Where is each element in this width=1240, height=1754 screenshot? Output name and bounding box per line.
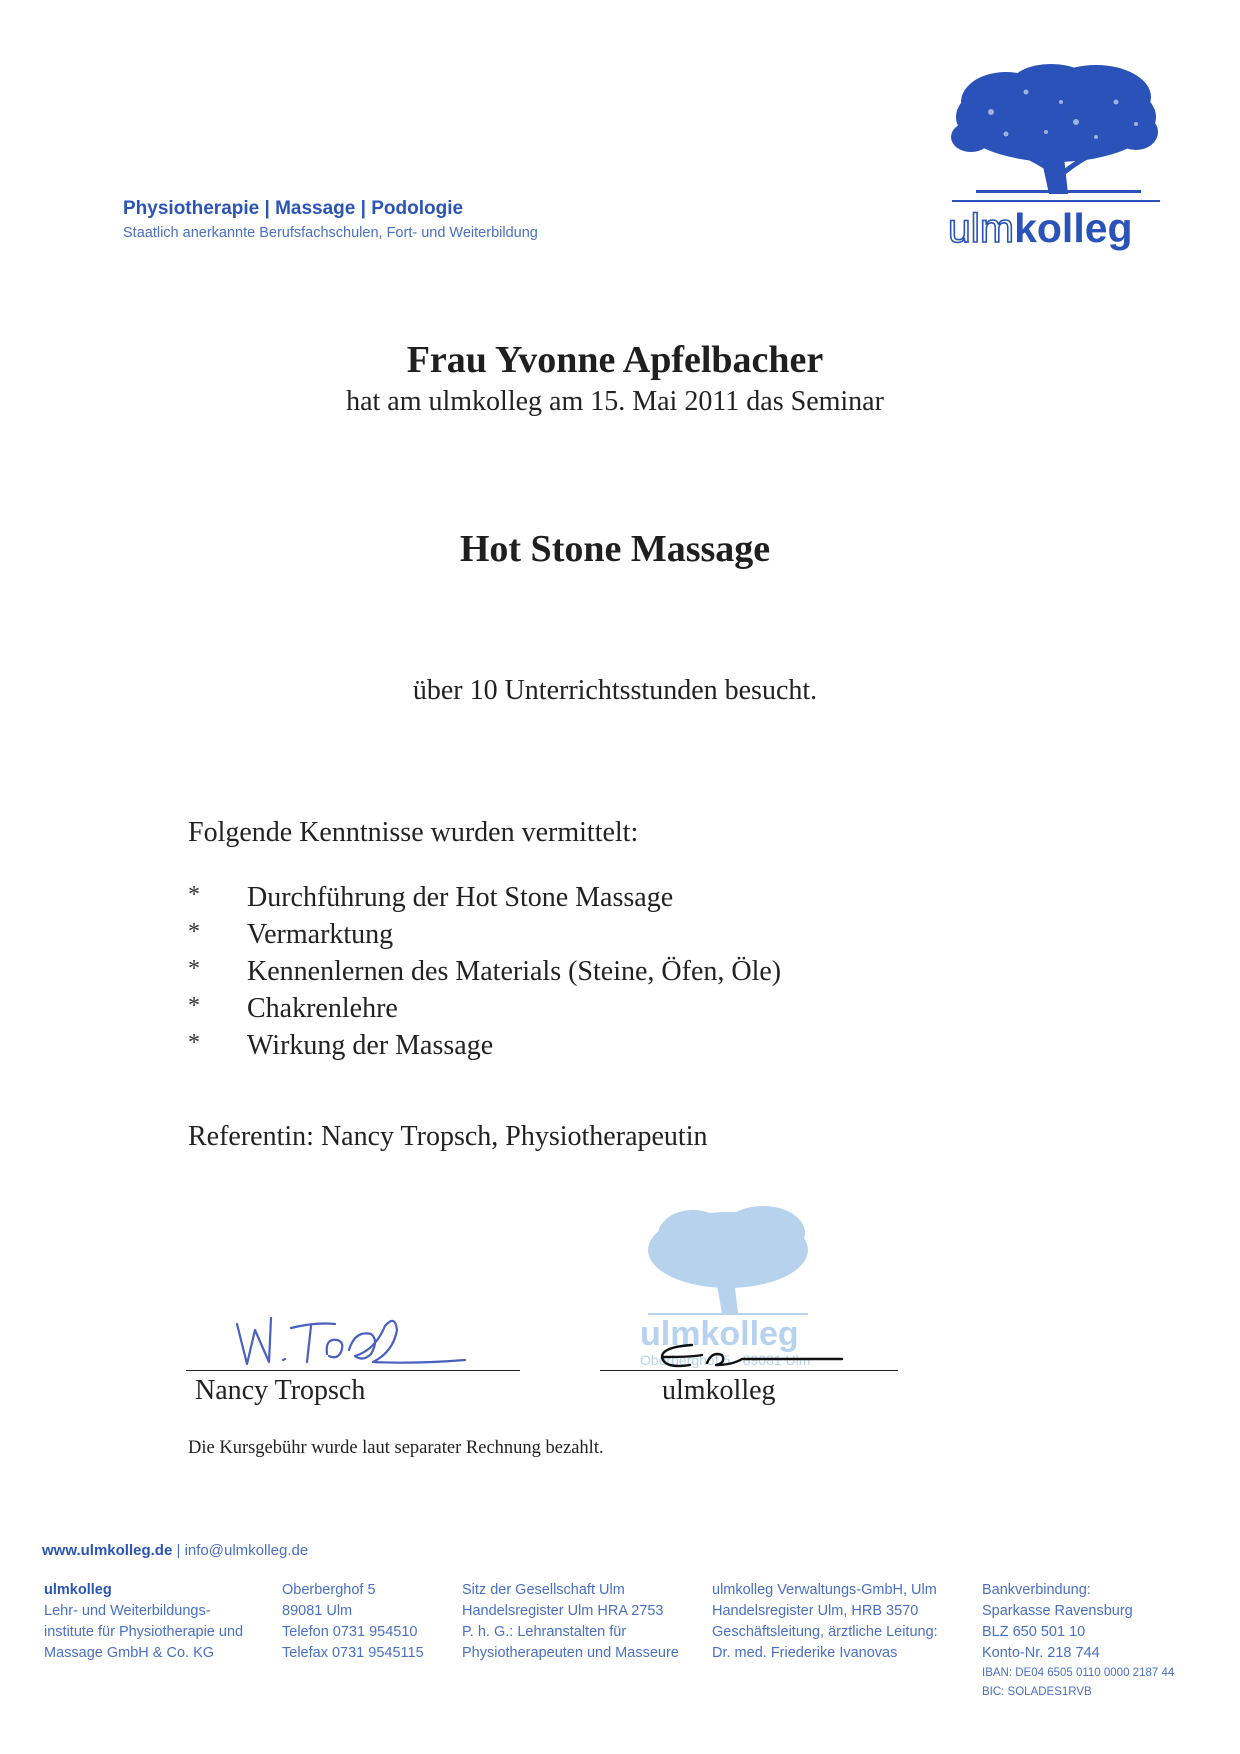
logo-wordmark-light: ulm (948, 205, 1015, 251)
footer-line: Oberberghof 5 (282, 1582, 376, 1598)
footer-line: institute für Physiotherapie und (44, 1624, 244, 1640)
seminar-title: Hot Stone Massage (459, 528, 771, 570)
footer-line: Dr. med. Friederike Ivanovas (712, 1645, 898, 1661)
list-item-text: Durchführung der Hot Stone Massage (247, 882, 674, 913)
intro-line: hat am ulmkolleg am 15. Mai 2011 das Seminar (346, 386, 884, 417)
hours-line: über 10 Unterrichtsstunden besucht. (412, 675, 818, 706)
signature-line-right (600, 1370, 898, 1371)
bullet-star: * (188, 993, 200, 1019)
footer-line: 89081 Ulm (282, 1603, 353, 1619)
signature-line-left (186, 1370, 520, 1371)
signature-name-left: Nancy Tropsch (195, 1375, 366, 1406)
footer-email[interactable]: info@ulmkolleg.de (184, 1542, 309, 1559)
logo-tree-icon (946, 62, 1166, 197)
referent-line: Referentin: Nancy Tropsch, Physiotherapeutin (188, 1121, 708, 1152)
footer-line: Sparkasse Ravensburg (982, 1603, 1133, 1619)
footer-line: Sitz der Gesellschaft Ulm (462, 1582, 625, 1598)
footer-line: BLZ 650 501 10 (982, 1624, 1086, 1640)
footer-column-company (44, 1580, 243, 1664)
footer-line: Handelsregister Ulm HRA 2753 (462, 1603, 664, 1619)
footer-column-bank (982, 1580, 1174, 1702)
fee-note: Die Kursgebühr wurde laut separater Rechnung bezahlt. (188, 1438, 604, 1458)
list-item-text: Chakrenlehre (247, 993, 398, 1024)
logo-wordmark-bold: kolleg (1014, 205, 1133, 251)
bullet-star: * (188, 882, 200, 908)
bullet-star: * (188, 956, 200, 982)
footer-website[interactable]: www.ulmkolleg.de (42, 1542, 173, 1559)
footer-bic: BIC: SOLADES1RVB (982, 1686, 1092, 1698)
footer-line: Lehr- und Weiterbildungs- (44, 1603, 211, 1619)
list-item-text: Wirkung der Massage (247, 1030, 494, 1061)
list-item-text: Vermarktung (247, 919, 394, 950)
footer-column-registry (462, 1580, 679, 1664)
footer-column-address (282, 1580, 424, 1664)
footer-line: P. h. G.: Lehranstalten für (462, 1624, 627, 1640)
footer-line: Handelsregister Ulm, HRB 3570 (712, 1603, 919, 1619)
footer-line: Bankverbindung: (982, 1582, 1091, 1598)
list-item-text: Kennenlernen des Materials (Steine, Öfen, Öle) (247, 956, 782, 987)
footer-line: Konto-Nr. 218 744 (982, 1645, 1100, 1661)
knowledge-heading: Folgende Kenntnisse wurden vermittelt: (188, 817, 639, 848)
footer-line: ulmkolleg Verwaltungs-GmbH, Ulm (712, 1582, 937, 1598)
footer-line: Massage GmbH & Co. KG (44, 1645, 215, 1661)
logo-wordmark (948, 205, 1133, 252)
logo-divider (952, 200, 1160, 202)
footer-line: Physiotherapeuten und Masseure (462, 1645, 679, 1661)
footer-contact (42, 1542, 308, 1559)
signature-name-right: ulmkolleg (662, 1375, 776, 1406)
header-subtitle: Staatlich anerkannte Berufsfachschulen, Fort- und Weiterbildung (123, 225, 538, 241)
footer-separator: | (176, 1542, 181, 1559)
stamp-text: ulmkolleg (640, 1315, 799, 1353)
stamp-address: Oberberghof 5 · 89081 Ulm (640, 1352, 811, 1368)
header-title: Physiotherapie | Massage | Podologie (123, 198, 464, 219)
footer-line: Geschäftsleitung, ärztliche Leitung: (712, 1624, 938, 1640)
footer-column-management (712, 1580, 938, 1664)
signature-scribble-left (225, 1310, 485, 1374)
footer-iban: IBAN: DE04 6505 0110 0000 2187 44 (982, 1667, 1175, 1679)
bullet-star: * (188, 919, 200, 945)
signature-scribble-right (652, 1335, 852, 1375)
bullet-star: * (188, 1030, 200, 1056)
recipient-name: Frau Yvonne Apfelbacher (406, 339, 824, 381)
footer-line: Telefon 0731 954510 (282, 1624, 418, 1640)
footer-line: Telefax 0731 9545115 (282, 1645, 424, 1661)
footer-company-name: ulmkolleg (44, 1582, 112, 1598)
